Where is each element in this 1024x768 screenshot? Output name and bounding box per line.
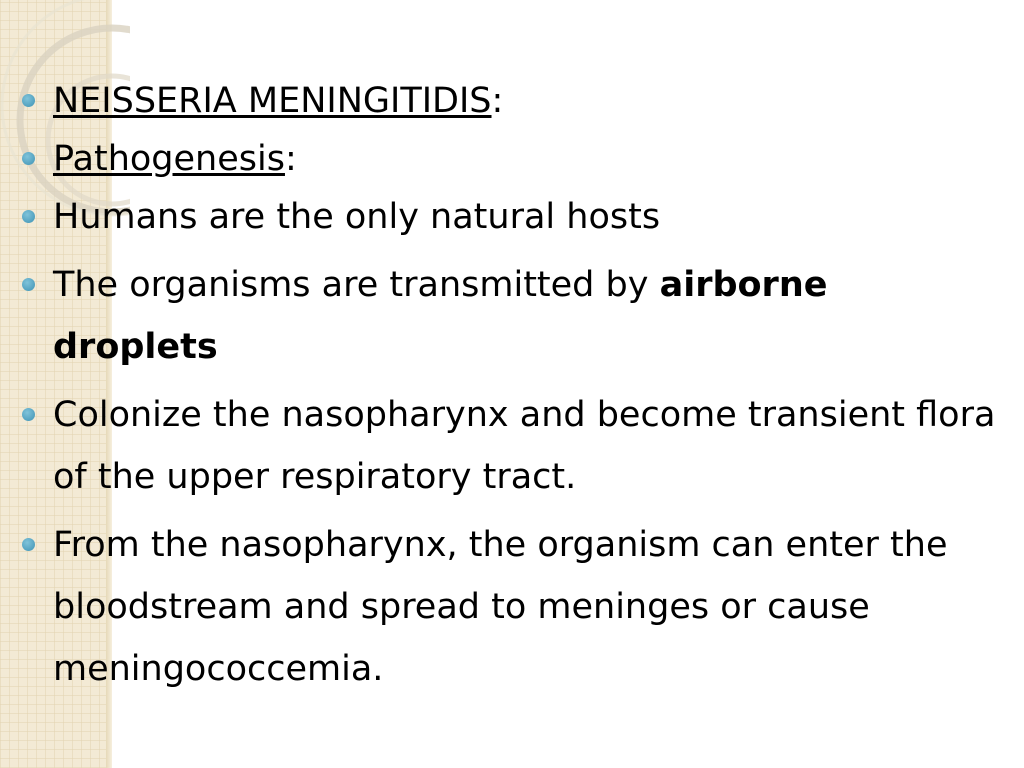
title-colon: : (491, 81, 504, 121)
bullet-item-transmission (22, 254, 1002, 378)
bullet-item-colonize (22, 384, 1002, 508)
bullet-item-spread (22, 514, 1002, 700)
bullet-item-hosts (22, 186, 1002, 248)
transmission-bold: airborne droplets (53, 265, 828, 367)
bullet-icon (22, 210, 35, 223)
pathogenesis-heading: Pathogenesis (53, 139, 285, 179)
transmission-text: The organisms are transmitted by (53, 265, 660, 305)
bullet-icon (22, 538, 35, 551)
bullet-item-pathogenesis (22, 128, 1002, 190)
bullet-icon (22, 152, 35, 165)
spread-text: From the nasopharynx, the organism can enter the bloodstream and spread to meninges or cause meningococcemia. (53, 525, 948, 689)
bullet-list (22, 70, 1002, 706)
colonize-text: Colonize the nasopharynx and become transient flora of the upper respiratory tract. (53, 395, 996, 497)
bullet-item-title (22, 70, 1002, 132)
hosts-text: Humans are the only natural hosts (53, 197, 661, 237)
bullet-icon (22, 94, 35, 107)
bullet-icon (22, 278, 35, 291)
bullet-icon (22, 408, 35, 421)
title-text: NEISSERIA MENINGITIDIS (53, 81, 492, 121)
pathogenesis-colon: : (284, 139, 297, 179)
